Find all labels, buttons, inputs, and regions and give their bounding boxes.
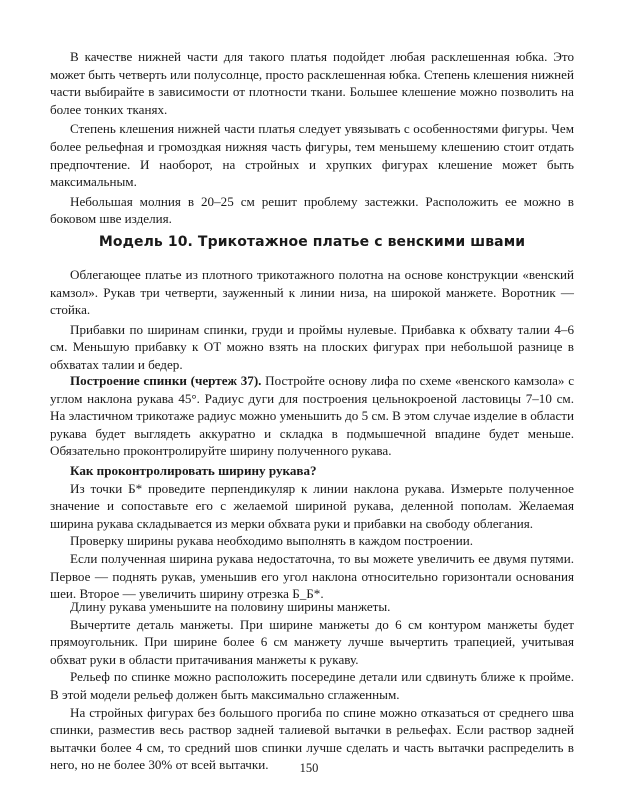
intro-block — [50, 48, 574, 228]
page-number: 150 — [299, 761, 319, 775]
paragraph: Рельеф по спинке можно расположить посередине детали или сдвинуть ближе к пройме. В этой модели рельеф должен быть максимально сглаженным. — [50, 669, 574, 702]
final-block — [50, 598, 574, 774]
paragraph — [50, 372, 574, 460]
construction-block — [50, 372, 574, 460]
paragraph: Облегающее платье из плотного трикотажного полотна на основе конструкции «венский камзол». Рукав три четверти, зауженный к линии низа, на широкой манжете. Воротник — стойка. — [50, 267, 574, 318]
paragraph: Длину рукава уменьшите на половину ширины манжеты. — [70, 599, 391, 614]
paragraph: Степень клешения нижней части платья следует увязывать с особенностями фигуры. Чем более рельефная и громоздкая нижняя часть фигуры, тем меньшему клешению стоит отдать предпочтение. И наоборот, на стройных и хрупких фигурах клешение может быть максимальным. — [50, 121, 574, 190]
paragraph: Проверку ширины рукава необходимо выполнять в каждом построении. — [70, 533, 474, 549]
paragraph: Из точки Б* проведите перпендикуляр к линии наклона рукава. Измерьте полученное значение и сопоставьте его с желаемой шириной рукава, деленной пополам. Желаемая ширина рукава складывается из мерки обхвата руки и прибавки на свободу облегания. — [50, 480, 574, 531]
sleeve-check-block — [50, 462, 574, 603]
construction-text: Постройте основу лифа по схеме «венского камзола» с углом наклона рукава 45°. Радиус дуги для построения цельнокроеной ластовицы 7–10 см. На эластичном трикотаже радиус можно уменьшить до 5 см. В этом случае изделие в области рукава будет выглядеть аккуратно и складка в подмышечной впадине будет меньше. Обязательно проконтролируйте ширину полученного рукава. — [50, 373, 575, 459]
paragraph: Прибавки по ширинам спинки, груди и проймы нулевые. Прибавка к обхвату талии 4–6 см. Меньшую прибавку к ОТ можно взять на плоских фигурах при небольшой разнице в обхватах талии и бедер. — [50, 321, 574, 372]
paragraph: Вычертите деталь манжеты. При ширине манжеты до 6 см контуром манжеты будет прямоугольник. При ширине более 6 см манжету лучше вычертить трапецией, учитывая обхват руки в области притачивания манжеты к рукаву. — [50, 616, 574, 667]
section-title: Модель 10. Трикотажное платье с венскими швами — [98, 234, 526, 250]
paragraph: В качестве нижней части для такого платья подойдет любая расклешенная юбка. Это может быть четверть или полусолнце, просто расклешенная юбка. Степень клешения нижней части выбирайте в зависимости от плотности ткани. Большее клешение можно позволить на более тонких тканях. — [50, 49, 574, 117]
paragraph: На стройных фигурах без большого прогиба по спине можно отказаться от среднего шва спинки, разместив весь раствор задней талиевой вытачки в рельефах. Если раствор задней вытачки более 4 см, то средний шов спинки лучше сделать и часть вытачки распределить в него, но не более 30% от всей вытачки. — [50, 704, 574, 773]
construction-lead: Построение спинки (чертеж 37). — [70, 373, 262, 388]
paragraph: Небольшая молния в 20–25 см решит проблему застежки. Расположить ее можно в боковом шве изделия. — [50, 193, 574, 227]
subheading: Как проконтролировать ширину рукава? — [70, 463, 317, 478]
paragraph: Если полученная ширина рукава недостаточна, то вы можете увеличить ее двумя путями. Первое — поднять рукав, уменьшив его угол наклона относительно горизонтали основания шеи. Второе — увеличить ширину отрезка Б_Б*. — [50, 550, 574, 602]
model-description — [50, 266, 574, 374]
